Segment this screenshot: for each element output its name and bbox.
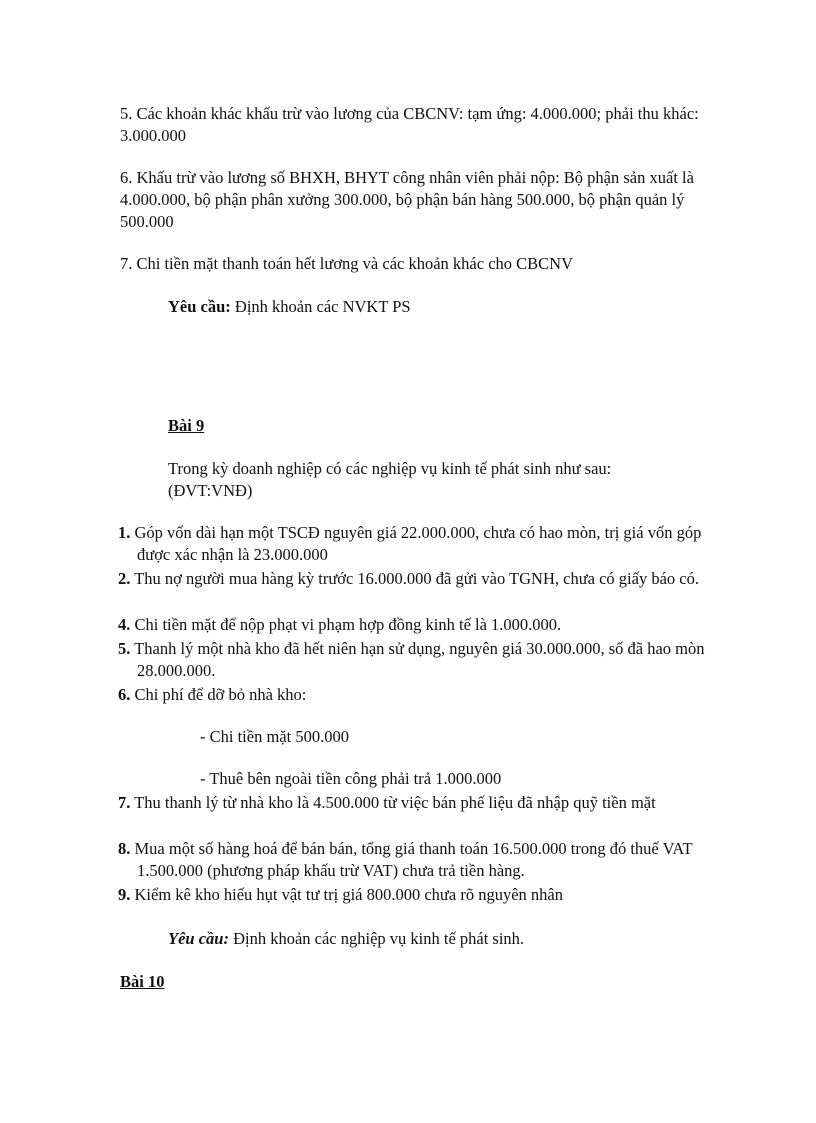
list-item-number: 4. [118,615,131,634]
list-item [118,522,737,566]
list-item-number: 5. [118,639,131,658]
list-item-number: 9. [118,885,131,904]
list-item-text: Thu nợ người mua hàng kỳ trước 16.000.000 đã gửi vào TGNH, chưa có giấy báo có. [130,569,699,588]
sub-item-labor: - Thuê bên ngoài tiền công phải trả 1.000.000 [200,769,502,788]
list-item [118,638,737,682]
item-5-paragraph: 5. Các khoản khác khấu trừ vào lương của CBCNV: tạm ứng: 4.000.000; phải thu khác: 3.000.000 [120,104,699,145]
requirement-paragraph [168,296,728,318]
item-7-paragraph: 7. Chi tiền mặt thanh toán hết lương và các khoản khác cho CBCNV [120,254,573,273]
requirement-label: Yêu cầu: [168,297,231,316]
list-item-text: Mua một số hàng hoá để bán bán, tổng giá thanh toán 16.500.000 trong đó thuế VAT 1.500.000 (phương pháp khấu trừ VAT) chưa trả tiền hàng. [130,839,693,880]
requirement-label: Yêu cầu: [168,929,229,948]
item-6-paragraph: 6. Khấu trừ vào lương số BHXH, BHYT công nhân viên phải nộp: Bộ phận sản xuất là 4.000.000, bộ phận phân xưởng 300.000, bộ phận bán hàng 500.000, bộ phận quản lý 500.000 [120,168,694,231]
list-item-number: 6. [118,685,131,704]
exercise-10-heading: Bài 10 [120,972,165,991]
requirement-text: Định khoản các nghiệp vụ kinh tế phát sinh. [228,929,525,948]
exercise-9-heading: Bài 9 [168,416,205,435]
list-item-number: 8. [118,839,131,858]
list-item [118,884,737,906]
list-item-text: Thanh lý một nhà kho đã hết niên hạn sử dụng, nguyên giá 30.000.000, số đã hao mòn 28.000.000. [130,639,705,680]
list-item [118,838,737,882]
requirement-text: Định khoản các NVKT PS [230,297,411,316]
list-item-number: 1. [118,523,131,542]
list-item-text: Chi phí để dỡ bỏ nhà kho: [130,685,307,704]
list-item [118,568,737,590]
list-item-text: Kiểm kê kho hiếu hụt vật tư trị giá 800.000 chưa rõ nguyên nhân [130,885,563,904]
list-item-number: 2. [118,569,131,588]
list-item-number: 7. [118,793,131,812]
list-item-text: Thu thanh lý từ nhà kho là 4.500.000 từ việc bán phế liệu đã nhập quỹ tiền mặt [130,793,656,812]
list-item-text: Góp vốn dài hạn một TSCĐ nguyên giá 22.000.000, chưa có hao mòn, trị giá vốn góp được xác nhận là 23.000.000 [130,523,702,564]
sub-item-cash: - Chi tiền mặt 500.000 [200,727,349,746]
list-item [118,614,737,636]
list-item [118,684,737,706]
exercise-9-intro: Trong kỳ doanh nghiệp có các nghiệp vụ kinh tế phát sinh như sau: (ĐVT:VNĐ) [168,459,612,500]
list-item-text: Chi tiền mặt để nộp phạt vi phạm hợp đồng kinh tế là 1.000.000. [130,615,562,634]
list-item [118,792,737,814]
exercise-9-requirement [168,928,728,950]
